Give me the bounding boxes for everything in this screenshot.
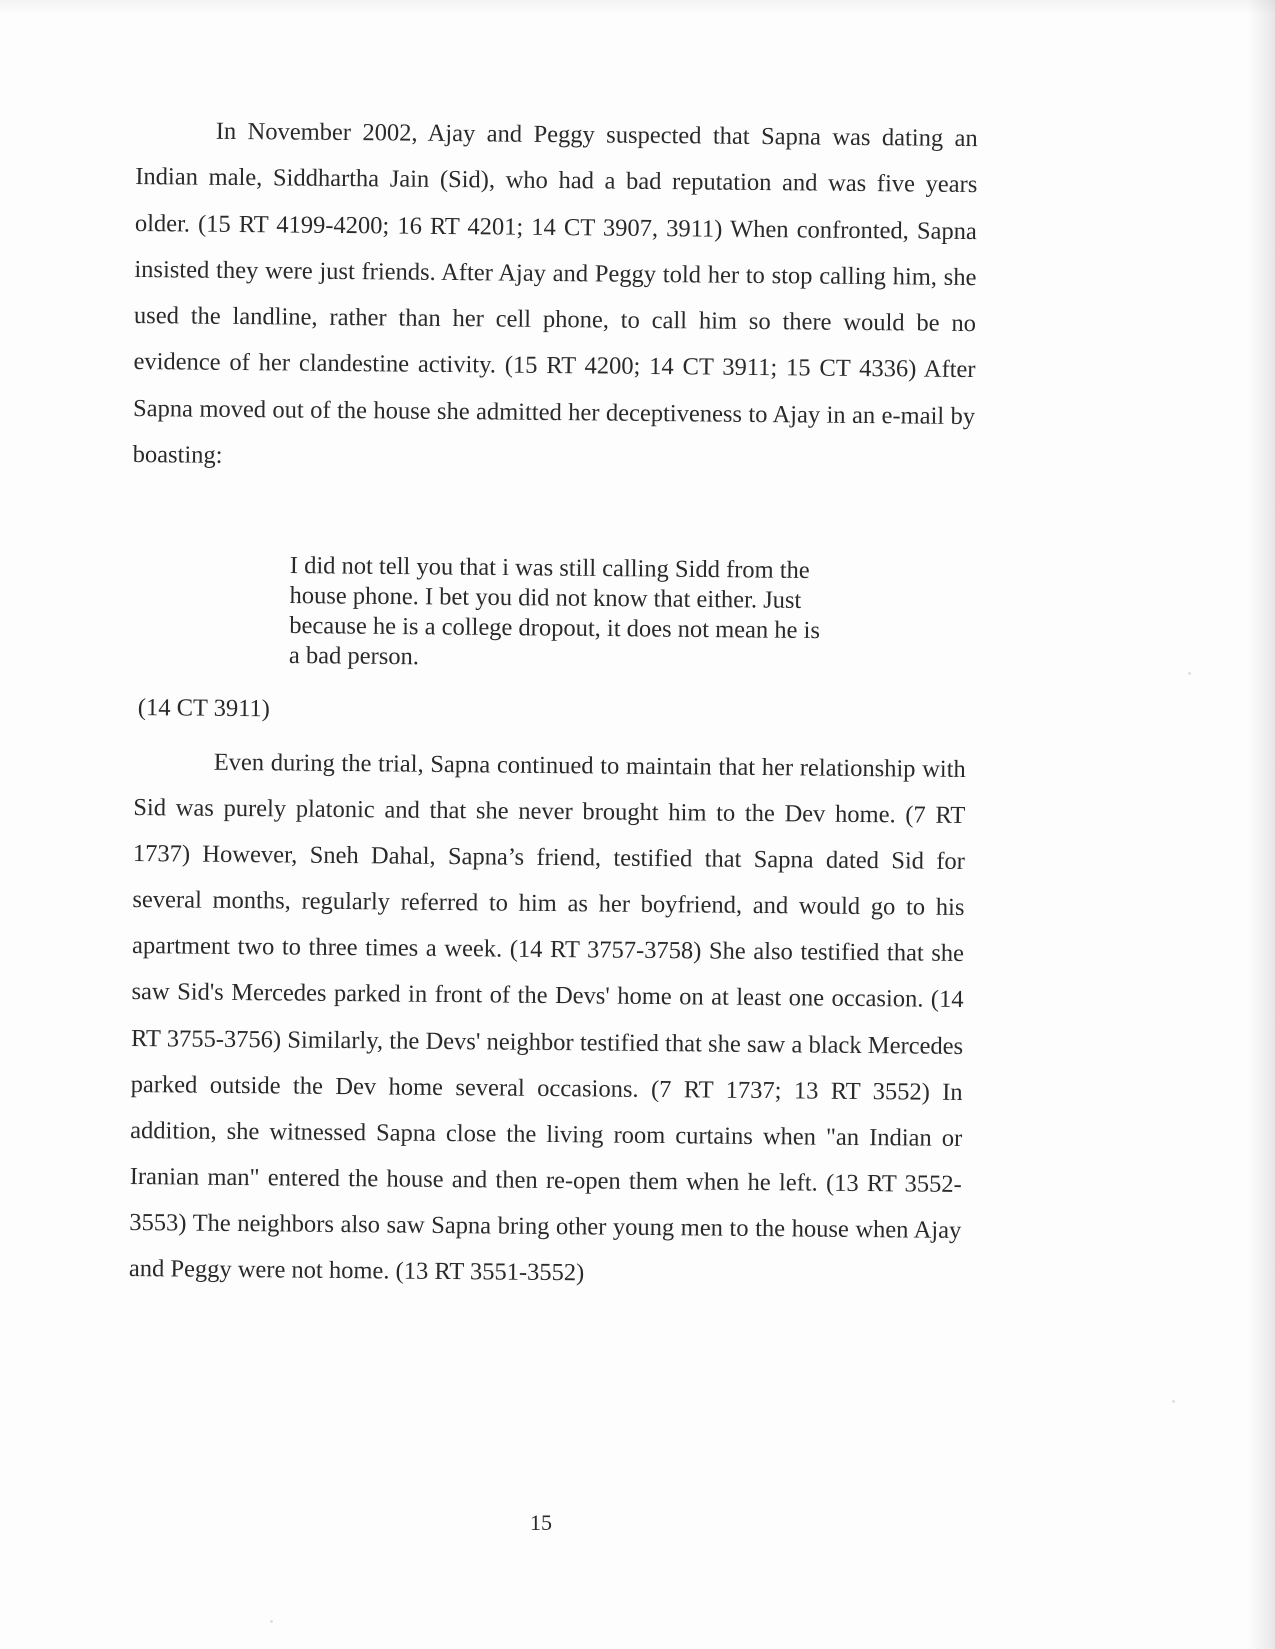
scan-speck xyxy=(1172,1400,1175,1403)
scan-speck xyxy=(1188,672,1191,675)
page-number: 15 xyxy=(530,1510,552,1535)
scan-shadow-right xyxy=(1247,0,1275,1649)
paragraph-2: Even during the trial, Sapna continued to maintain that her relationship with Sid was purely platonic and that she never brought him to the Dev home. (7 RT 1737) However, Sneh Dahal, Sapna’s friend, testified that Sapna dated Sid for several months, regularly referred to him as her boyfriend, and would go to his apartment two to three times a week. (14 RT 3757-3758) She also testified that she saw Sid's Mercedes parked in front of the Devs' home on at least one occasion. (14 RT 3755-3756) Similarly, the Devs' neighbor testified that she saw a black Mercedes parked outside the Dev home several occasions. (7 RT 1737; 13 RT 3552) In addition, she witnessed Sapna close the living room curtains when "an Indian or Iranian man" entered the house and then re-open them when he left. (13 RT 3552-3553) The neighbors also saw Sapna bring other young men to the house when Ajay and Peggy were not home. (13 RT 3551-3552) xyxy=(128,748,966,1287)
email-block-quote: I did not tell you that i was still calling Sidd from the house phone. I bet you did not know that either. Just because he is a college dropout, it does not mean he is a bad person. xyxy=(288,551,821,671)
paragraph-1: In November 2002, Ajay and Peggy suspected that Sapna was dating an Indian male, Siddhartha Jain (Sid), who had a bad reputation and was five years older. (15 RT 4199-4200; 16 RT 4201; 14 CT 3907, 3911) When confronted, Sapna insisted they were just friends. After Ajay and Peggy told her to stop calling him, she used the landline, rather than her cell phone, to call him so there would be no evidence of her clandestine activity. (15 RT 4200; 14 CT 3911; 15 CT 4336) After Sapna moved out of the house she admitted her deceptiveness to Ajay in an e-mail by boasting: xyxy=(132,117,978,469)
scan-speck xyxy=(270,1620,273,1623)
scan-shadow-top xyxy=(0,0,1275,14)
first-paragraph-block xyxy=(132,108,978,486)
second-paragraph-block xyxy=(129,739,966,1300)
quote-citation: (14 CT 3911) xyxy=(137,694,271,723)
